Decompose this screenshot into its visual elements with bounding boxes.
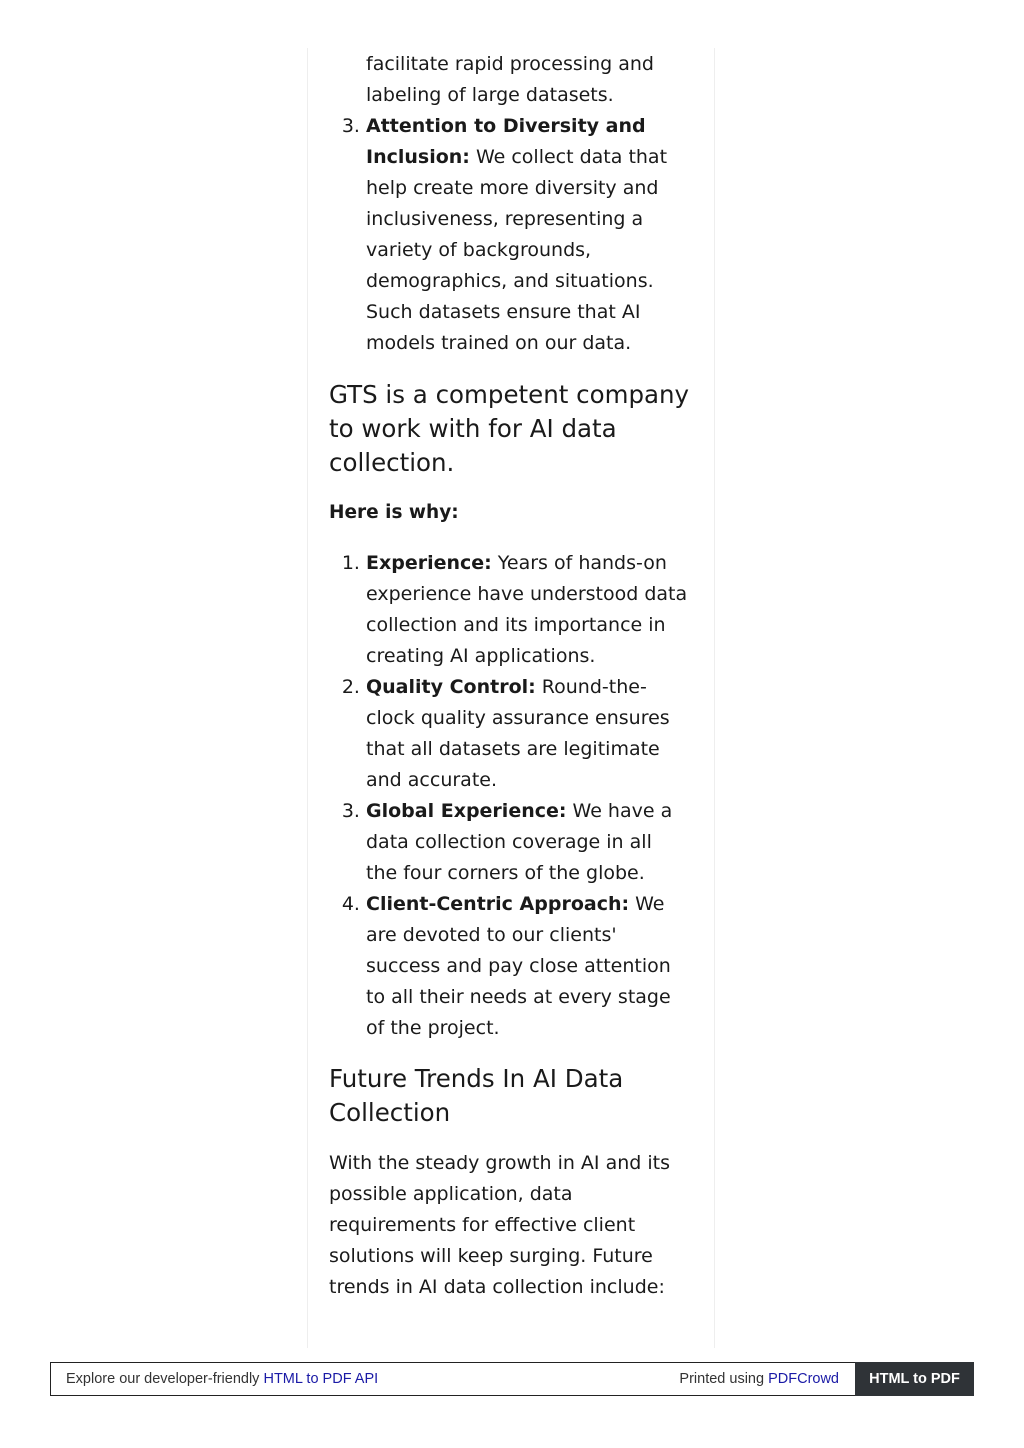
reasons-list xyxy=(329,548,689,1044)
footer-printed xyxy=(679,1371,839,1387)
list-item-title: Experience: xyxy=(366,552,492,574)
list-item-title: Attention to Diversity and Inclusion: xyxy=(366,115,646,168)
list-item-text: Years of hands-on experience have understood data collection and its importance in creating AI applications. xyxy=(366,552,688,667)
pdfcrowd-link[interactable]: PDFCrowd xyxy=(768,1371,839,1387)
html-to-pdf-api-link[interactable]: HTML to PDF API xyxy=(263,1371,379,1387)
paragraph: With the steady growth in AI and its possible application, data requirements for effective client solutions will keep surging. Future trends in AI data collection include: xyxy=(329,1152,670,1298)
continued-list xyxy=(329,49,689,359)
section-heading: GTS is a competent company to work with for AI data collection. xyxy=(329,380,690,477)
list-item-text: Round-the-clock quality assurance ensures that all datasets are legitimate and accurate. xyxy=(366,676,670,791)
list-item-text: We are devoted to our clients' success and pay close attention to all their needs at every stage of the project. xyxy=(366,893,671,1039)
list-item xyxy=(366,548,689,672)
footer-printed-text: Printed using xyxy=(679,1371,769,1387)
list-item-title: Quality Control: xyxy=(366,676,536,698)
list-item xyxy=(366,49,689,111)
pdf-footer-banner xyxy=(50,1362,974,1396)
list-item xyxy=(366,889,689,1044)
list-item-title: Global Experience: xyxy=(366,800,567,822)
list-item xyxy=(366,111,689,359)
list-item-text: We collect data that help create more diversity and inclusiveness, representing a variety of backgrounds, demographics, and situations. Such datasets ensure that AI models trained on our data. xyxy=(366,146,668,354)
html-to-pdf-button[interactable]: HTML to PDF xyxy=(855,1362,974,1396)
list-item xyxy=(366,672,689,796)
list-item-title: Client-Centric Approach: xyxy=(366,893,630,915)
section-heading: Future Trends In AI Data Collection xyxy=(329,1064,624,1127)
list-item-text: facilitate rapid processing and xyxy=(366,53,654,75)
footer-explore-text: Explore our developer-friendly xyxy=(66,1371,264,1387)
list-item xyxy=(366,796,689,889)
intro-text: Here is why: xyxy=(329,502,459,523)
footer-explore xyxy=(66,1371,378,1387)
list-item-text: We have a data collection coverage in all the four corners of the globe. xyxy=(366,800,673,884)
list-item-text: labeling of large datasets. xyxy=(366,84,614,106)
